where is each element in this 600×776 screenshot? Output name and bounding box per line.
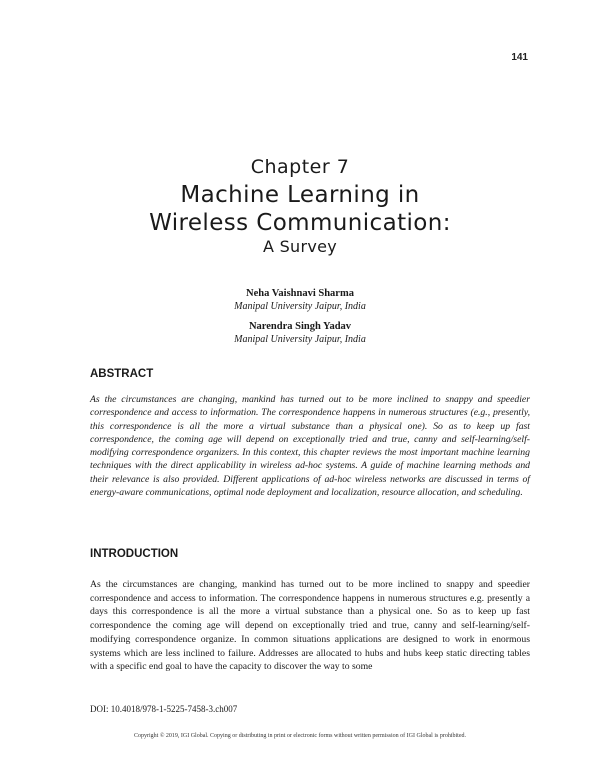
chapter-title-line-1: Machine Learning in (180, 182, 420, 208)
author-2-name: Narendra Singh Yadav (248, 321, 352, 332)
author-1-name: Neha Vaishnavi Sharma (246, 288, 354, 299)
introduction-text: As the circumstances are changing, mankind has turned out to be more inclined to snappy and speedier correspondence and access to information. The correspondence happens in numerous structures e.g. presently a days this correspondence is all the more a virtual substance than a physical one. So as to keep up fast correspondence the coming age will depend on exceptionally tried and true, canny and self-learning/self-modifying correspondence organize. In common situations applications are designed to work in enormous systems which are less inclined to failure. Addresses are allocated to hubs and hubs keep static directing tables with a specific end goal to have the capacity to discover the way to some (90, 579, 530, 673)
chapter-subtitle: A Survey (262, 237, 338, 256)
abstract-heading: ABSTRACT (90, 368, 154, 380)
author-1-affiliation: Manipal University Jaipur, India (234, 301, 366, 312)
page-number: 141 (511, 52, 528, 63)
introduction-heading: INTRODUCTION (90, 548, 179, 560)
chapter-title (0, 181, 600, 237)
copyright-notice: Copyright © 2019, IGI Global. Copying or distributing in print or electronic forms without written permission of IGI Global is prohibited. (133, 733, 466, 739)
doi-text: DOI: 10.4018/978-1-5225-7458-3.ch007 (90, 704, 238, 714)
abstract-text: As the circumstances are changing, mankind has turned out to be more inclined to snappy and speedier correspondence and access to information. The correspondence happens in numerous structures (e.g., presently, this correspondence is all the more a virtual substance than a physical one). So as to keep up fast correspondence, the coming age will depend on exceptionally tried and true, canny and self-learning/self-modifying correspondence organizers. In this context, this chapter reviews the most important machine learning techniques with the direct applicability in wireless ad-hoc systems. A guide of machine learning methods and their relevance is also provided. Different applications of ad-hoc wireless networks are discussed in terms of energy-aware communications, optimal node deployment and localization, resource allocation, and scheduling. (90, 394, 530, 499)
chapter-label: Chapter 7 (250, 156, 350, 178)
chapter-title-line-2: Wireless Communication: (149, 210, 451, 236)
author-2-affiliation: Manipal University Jaipur, India (234, 334, 366, 345)
